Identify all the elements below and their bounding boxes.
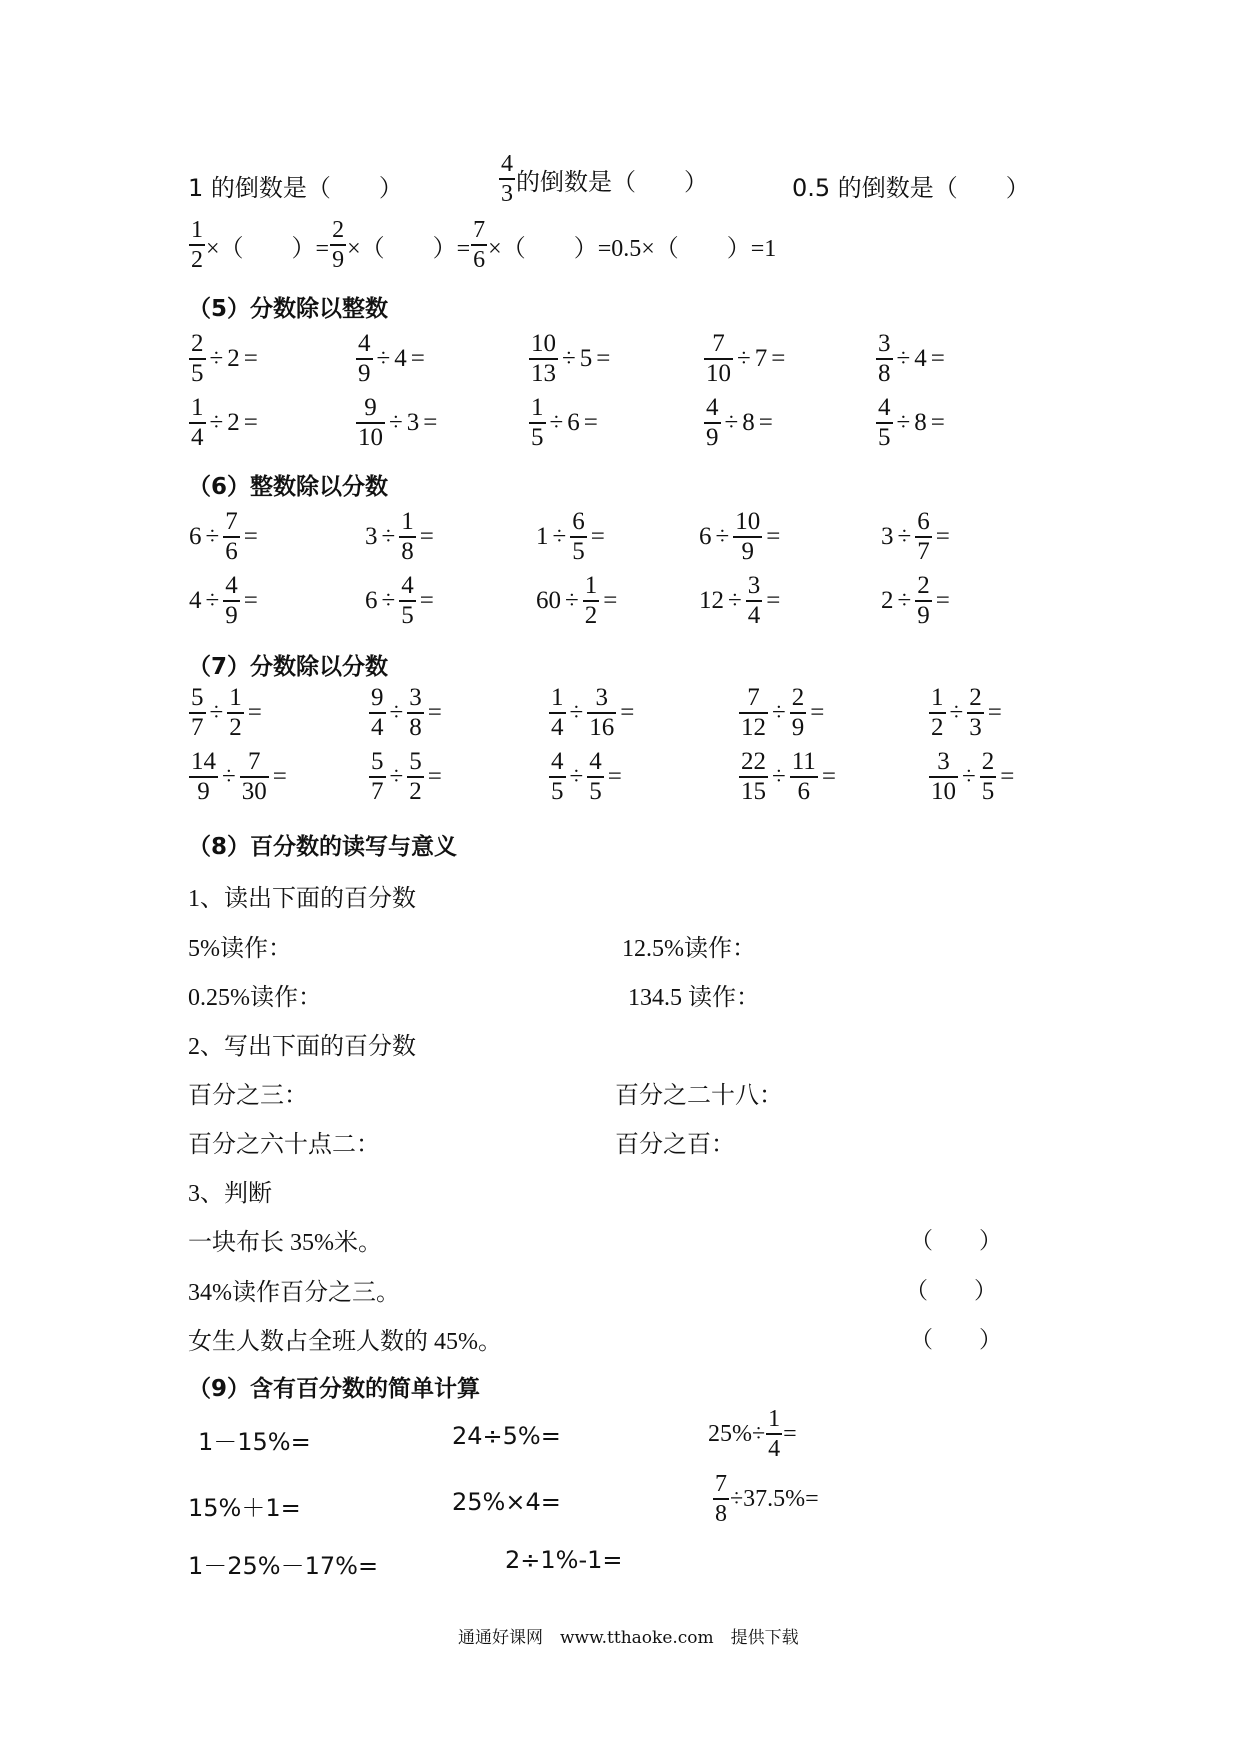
- numerator: 4: [551, 748, 564, 775]
- numerator: 10: [531, 330, 556, 357]
- integer: 60: [536, 587, 561, 614]
- fraction: [790, 684, 807, 742]
- fraction: [529, 394, 546, 452]
- divide-sign: ÷: [715, 523, 730, 550]
- exercise: [548, 748, 625, 806]
- section-9-title: （9）含有百分数的简单计算: [188, 1376, 481, 1402]
- equals-sign: =: [427, 699, 442, 726]
- fraction: [330, 216, 346, 274]
- fraction: [929, 748, 958, 806]
- denominator: 15: [741, 778, 766, 805]
- denominator: 30: [241, 778, 267, 805]
- chain-text-3: ×（ ）=0.5×（ ）=1: [488, 235, 777, 262]
- denominator: 4: [768, 1436, 781, 1462]
- denominator: 9: [917, 602, 930, 629]
- integer: 8: [742, 409, 755, 436]
- fraction: [704, 330, 733, 388]
- numerator: 7: [747, 684, 760, 711]
- numerator: 4: [225, 572, 238, 599]
- exercise: [698, 508, 783, 566]
- denominator: 3: [969, 714, 982, 741]
- divide-sign: ÷: [772, 763, 786, 790]
- numerator: 14: [191, 748, 216, 775]
- exercise: [364, 572, 437, 630]
- exercise: [188, 330, 261, 388]
- denominator: 16: [589, 714, 615, 741]
- numerator: 10: [735, 508, 761, 535]
- numerator: 7: [712, 330, 725, 357]
- denominator: 8: [401, 538, 414, 565]
- fraction: [189, 748, 218, 806]
- fraction: [189, 216, 205, 274]
- divide-sign: ÷: [565, 587, 579, 614]
- equals-sign: =: [987, 699, 1002, 726]
- integer: 5: [579, 345, 593, 372]
- equals-sign: =: [766, 523, 781, 550]
- integer: 6: [567, 409, 580, 436]
- exercise: [188, 508, 261, 566]
- equals-sign: =: [603, 587, 618, 614]
- equals-sign: =: [590, 523, 605, 550]
- integer: 8: [914, 409, 927, 436]
- divide-sign: ÷: [381, 587, 396, 614]
- divide-sign: ÷: [897, 523, 912, 550]
- fraction: [227, 684, 244, 742]
- integer: 4: [914, 345, 927, 372]
- numerator: 4: [401, 572, 414, 599]
- integer: 3: [881, 523, 894, 550]
- denominator: 8: [409, 714, 422, 741]
- exercise: [528, 394, 601, 452]
- fraction: [223, 572, 240, 630]
- exercise: [188, 394, 261, 452]
- divide-sign: ÷: [724, 409, 739, 436]
- write-item-3: 百分之六十点二：: [188, 1132, 380, 1158]
- judge-answer-1[interactable]: （ ）: [910, 1228, 1002, 1254]
- equals-sign: =: [423, 409, 438, 436]
- numerator: 5: [191, 684, 204, 711]
- exercise: [368, 748, 445, 806]
- numerator: 6: [917, 508, 930, 535]
- fraction: [876, 394, 893, 452]
- fraction: [549, 684, 566, 742]
- equals-sign: =: [821, 763, 836, 790]
- fraction: [915, 572, 932, 630]
- divide-sign: ÷: [552, 523, 567, 550]
- divide-sign: ÷: [205, 587, 220, 614]
- reciprocal-item-3: 0.5 的倒数是（ ）: [792, 174, 1030, 202]
- denominator: 5: [572, 538, 585, 565]
- numerator: 1: [931, 684, 944, 711]
- numerator: 1: [531, 394, 544, 421]
- fraction: [583, 572, 600, 630]
- judge-answer-3[interactable]: （ ）: [910, 1327, 1002, 1353]
- judge-item-2: 34%读作百分之三。: [188, 1280, 400, 1306]
- numerator: 2: [332, 217, 345, 243]
- integer: 4: [189, 587, 202, 614]
- reciprocal-item-1: 1 的倒数是（ ）: [188, 174, 403, 202]
- numerator: 2: [917, 572, 930, 599]
- denominator: 9: [358, 360, 371, 387]
- numerator: 2: [981, 748, 995, 775]
- denominator: 5: [589, 778, 602, 805]
- fraction: [529, 330, 558, 388]
- divide-sign: ÷: [569, 699, 584, 726]
- numerator: 1: [584, 572, 598, 599]
- integer: 6: [365, 587, 378, 614]
- fraction: [967, 684, 984, 742]
- equals-sign: =: [620, 699, 635, 726]
- numerator: 7: [715, 1471, 727, 1497]
- equals-sign: =: [935, 587, 950, 614]
- denominator: 4: [747, 602, 761, 629]
- numerator: 2: [191, 330, 204, 357]
- integer: 2: [227, 345, 240, 372]
- numerator: 1: [191, 394, 204, 421]
- exercise: [703, 330, 788, 388]
- exercise: [928, 684, 1005, 742]
- fraction: [223, 508, 240, 566]
- numerator: 5: [409, 748, 422, 775]
- denominator: 2: [409, 778, 422, 805]
- denominator: 8: [715, 1501, 727, 1527]
- calc-1: 1－15%=: [198, 1428, 311, 1456]
- numerator: 2: [791, 684, 805, 711]
- exercise: [368, 684, 445, 742]
- fraction: [356, 394, 385, 452]
- denominator: 3: [501, 181, 513, 207]
- fraction: [471, 216, 487, 274]
- fraction: [240, 748, 269, 806]
- denominator: 2: [229, 714, 242, 741]
- exercise: [698, 572, 783, 630]
- denominator: 10: [706, 360, 731, 387]
- numerator: 3: [595, 684, 608, 711]
- numerator: 6: [572, 508, 585, 535]
- fraction: [356, 330, 373, 388]
- integer: 3: [406, 409, 420, 436]
- fraction: [499, 150, 515, 208]
- exercise: [875, 394, 948, 452]
- denominator: 9: [791, 714, 805, 741]
- exercise: [364, 508, 437, 566]
- write-item-4: 百分之百：: [615, 1132, 735, 1158]
- calc-5: 25%×4=: [452, 1488, 561, 1516]
- chain-text-1: ×（ ）=: [206, 235, 330, 262]
- multiplication-chain: [188, 216, 776, 274]
- read-item-1: 5%读作：: [188, 936, 292, 962]
- fraction: [587, 748, 604, 806]
- denominator: 13: [531, 360, 556, 387]
- reciprocal-item-2: [498, 150, 708, 208]
- fraction: [766, 1405, 782, 1463]
- numerator: 4: [706, 394, 719, 421]
- divide-sign: ÷: [209, 345, 224, 372]
- denominator: 9: [332, 247, 345, 273]
- denominator: 10: [931, 778, 956, 805]
- footer-credit: 通通好课网 www.tthaoke.com 提供下载: [458, 1628, 799, 1648]
- numerator: 1: [191, 217, 203, 243]
- divide-sign: ÷: [205, 523, 220, 550]
- judge-item-3: 女生人数占全班人数的 45%。: [188, 1329, 502, 1355]
- equals-sign: =: [930, 345, 945, 372]
- numerator: 3: [878, 330, 891, 357]
- fraction: [739, 684, 768, 742]
- fraction: [549, 748, 566, 806]
- denominator: 2: [584, 602, 598, 629]
- fraction: [876, 330, 893, 388]
- denominator: 2: [931, 714, 944, 741]
- denominator: 4: [551, 714, 564, 741]
- numerator: 1: [229, 684, 242, 711]
- numerator: 1: [401, 508, 414, 535]
- fraction: [746, 572, 763, 630]
- denominator: 2: [191, 247, 203, 273]
- question-1: 1、读出下面的百分数: [188, 886, 416, 912]
- numerator: 7: [473, 217, 486, 243]
- judge-item-1: 一块布长 35%米。: [188, 1230, 382, 1256]
- divide-sign: ÷: [737, 345, 751, 372]
- fraction: [369, 684, 386, 742]
- numerator: 11: [791, 748, 816, 775]
- denominator: 6: [473, 247, 486, 273]
- exercise: [188, 748, 290, 806]
- section-7-title: （7）分数除以分数: [188, 654, 389, 680]
- write-item-2: 百分之二十八：: [615, 1083, 783, 1109]
- exercise: [880, 508, 953, 566]
- numerator: 4: [501, 151, 513, 177]
- section-5-title: （5）分数除以整数: [188, 296, 389, 322]
- numerator: 22: [741, 748, 766, 775]
- denominator: 9: [741, 538, 754, 565]
- equals-sign: =: [758, 409, 773, 436]
- divide-sign: ÷: [389, 409, 403, 436]
- divide-sign: ÷: [389, 763, 404, 790]
- divide-sign: ÷: [222, 763, 236, 790]
- denominator: 4: [371, 714, 384, 741]
- calc-3-post: =: [783, 1420, 797, 1447]
- denominator: 5: [401, 602, 414, 629]
- equals-sign: =: [243, 409, 258, 436]
- divide-sign: ÷: [381, 523, 396, 550]
- divide-sign: ÷: [896, 345, 911, 372]
- fraction: [704, 394, 721, 452]
- integer: 7: [754, 345, 768, 372]
- divide-sign: ÷: [549, 409, 564, 436]
- exercise: [355, 394, 440, 452]
- exercise: [548, 684, 637, 742]
- calc-4: 15%＋1=: [188, 1494, 301, 1522]
- numerator: 1: [768, 1406, 781, 1432]
- equals-sign: =: [930, 409, 945, 436]
- question-3: 3、判断: [188, 1181, 272, 1207]
- denominator: 5: [981, 778, 995, 805]
- equals-sign: =: [272, 763, 287, 790]
- fraction: [915, 508, 932, 566]
- exercise: [535, 508, 608, 566]
- integer: 12: [699, 587, 724, 614]
- equals-sign: =: [247, 699, 262, 726]
- divide-sign: ÷: [562, 345, 576, 372]
- numerator: 7: [247, 748, 261, 775]
- divide-sign: ÷: [772, 699, 786, 726]
- equals-sign: =: [771, 345, 786, 372]
- numerator: 1: [551, 684, 564, 711]
- reciprocal-item-2-text: 的倒数是（ ）: [516, 169, 708, 196]
- divide-sign: ÷: [728, 587, 742, 614]
- fraction: [713, 1470, 729, 1528]
- fraction: [980, 748, 997, 806]
- calc-8: 2÷1%-1=: [505, 1546, 623, 1574]
- denominator: 5: [531, 424, 544, 451]
- denominator: 9: [197, 778, 210, 805]
- exercise: [738, 684, 827, 742]
- fraction: [189, 684, 206, 742]
- calc-7: 1－25%－17%=: [188, 1552, 379, 1580]
- read-item-3: 0.25%读作：: [188, 985, 322, 1011]
- denominator: 4: [191, 424, 204, 451]
- equals-sign: =: [1000, 763, 1015, 790]
- numerator: 2: [969, 684, 982, 711]
- numerator: 4: [358, 330, 371, 357]
- fraction: [369, 748, 386, 806]
- divide-sign: ÷: [896, 409, 911, 436]
- fraction: [570, 508, 587, 566]
- integer: 3: [365, 523, 378, 550]
- denominator: 9: [225, 602, 238, 629]
- fraction: [189, 394, 206, 452]
- equals-sign: =: [243, 345, 258, 372]
- exercise: [928, 748, 1017, 806]
- denominator: 6: [797, 778, 811, 805]
- exercise: [535, 572, 620, 630]
- denominator: 6: [225, 538, 238, 565]
- exercise: [188, 572, 261, 630]
- divide-sign: ÷: [962, 763, 976, 790]
- integer: 2: [881, 587, 894, 614]
- equals-sign: =: [419, 523, 434, 550]
- divide-sign: ÷: [897, 587, 912, 614]
- numerator: 9: [371, 684, 384, 711]
- write-item-1: 百分之三：: [188, 1083, 308, 1109]
- integer: 6: [189, 523, 202, 550]
- equals-sign: =: [243, 587, 258, 614]
- numerator: 7: [225, 508, 238, 535]
- denominator: 7: [371, 778, 384, 805]
- section-6-title: （6）整数除以分数: [188, 474, 389, 500]
- fraction: [399, 572, 416, 630]
- numerator: 5: [371, 748, 384, 775]
- numerator: 3: [937, 748, 950, 775]
- denominator: 7: [191, 714, 204, 741]
- integer: 4: [394, 345, 407, 372]
- fraction: [929, 684, 946, 742]
- denominator: 10: [358, 424, 383, 451]
- denominator: 7: [917, 538, 930, 565]
- read-item-4: 134.5 读作：: [628, 985, 760, 1011]
- fraction: [733, 508, 762, 566]
- calc-6: [712, 1470, 819, 1528]
- divide-sign: ÷: [209, 699, 224, 726]
- equals-sign: =: [243, 523, 258, 550]
- denominator: 9: [706, 424, 719, 451]
- calc-2: 24÷5%=: [452, 1422, 561, 1450]
- equals-sign: =: [596, 345, 611, 372]
- numerator: 4: [589, 748, 602, 775]
- fraction: [189, 330, 206, 388]
- divide-sign: ÷: [569, 763, 584, 790]
- denominator: 5: [551, 778, 564, 805]
- equals-sign: =: [427, 763, 442, 790]
- divide-sign: ÷: [209, 409, 224, 436]
- denominator: 8: [878, 360, 891, 387]
- fraction: [587, 684, 616, 742]
- integer: 1: [536, 523, 549, 550]
- chain-text-2: ×（ ）=: [347, 235, 471, 262]
- read-item-2: 12.5%读作：: [622, 936, 756, 962]
- calc-3: [708, 1405, 797, 1463]
- divide-sign: ÷: [949, 699, 964, 726]
- numerator: 4: [878, 394, 891, 421]
- denominator: 5: [878, 424, 891, 451]
- integer: 2: [227, 409, 240, 436]
- exercise: [528, 330, 613, 388]
- exercise: [875, 330, 948, 388]
- divide-sign: ÷: [389, 699, 404, 726]
- calc-6-post: ÷37.5%=: [730, 1485, 819, 1512]
- divide-sign: ÷: [376, 345, 391, 372]
- numerator: 9: [364, 394, 377, 421]
- denominator: 12: [741, 714, 766, 741]
- equals-sign: =: [607, 763, 622, 790]
- question-2: 2、写出下面的百分数: [188, 1034, 416, 1060]
- fraction: [407, 684, 424, 742]
- denominator: 5: [191, 360, 204, 387]
- exercise: [188, 684, 265, 742]
- fraction: [399, 508, 416, 566]
- numerator: 3: [409, 684, 422, 711]
- numerator: 3: [747, 572, 761, 599]
- exercise: [355, 330, 428, 388]
- equals-sign: =: [766, 587, 781, 614]
- judge-answer-2[interactable]: （ ）: [905, 1278, 997, 1304]
- fraction: [407, 748, 424, 806]
- section-8-title: （8）百分数的读写与意义: [188, 834, 458, 860]
- fraction: [739, 748, 768, 806]
- equals-sign: =: [810, 699, 825, 726]
- equals-sign: =: [935, 523, 950, 550]
- equals-sign: =: [410, 345, 425, 372]
- integer: 6: [699, 523, 712, 550]
- equals-sign: =: [583, 409, 598, 436]
- calc-3-pre: 25%÷: [708, 1420, 766, 1447]
- fraction: [790, 748, 818, 806]
- exercise: [738, 748, 839, 806]
- equals-sign: =: [419, 587, 434, 614]
- exercise: [880, 572, 953, 630]
- exercise: [703, 394, 776, 452]
